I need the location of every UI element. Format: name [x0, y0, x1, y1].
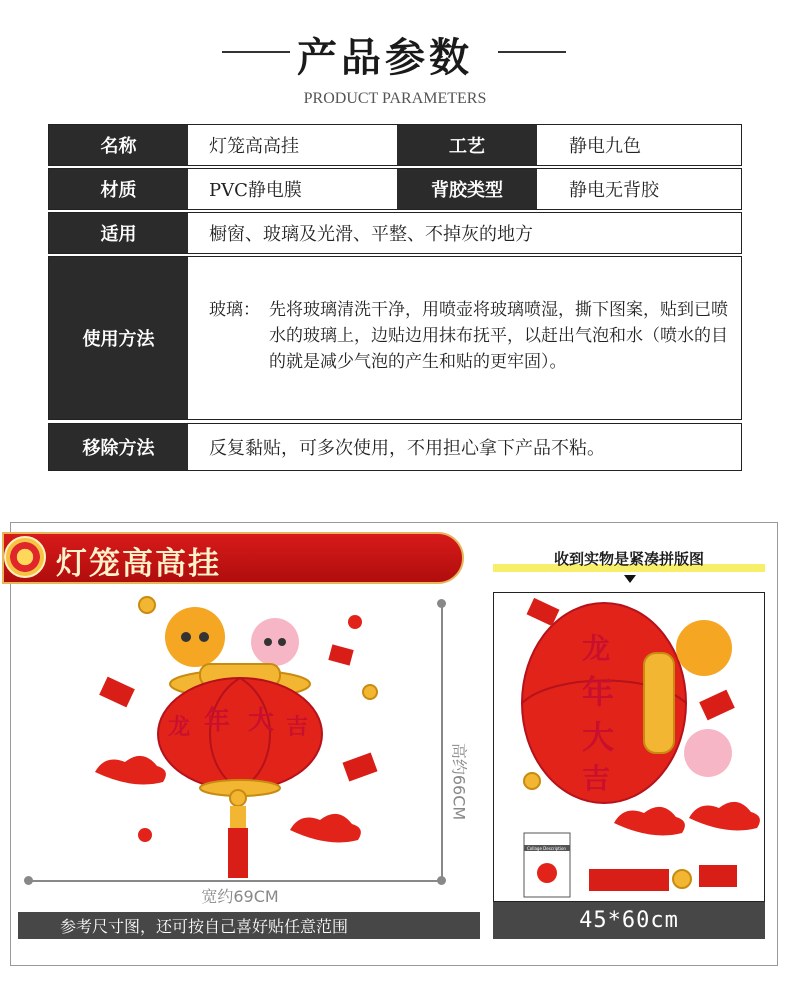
- material-label: 材质: [49, 169, 188, 209]
- arrow-down-icon: [624, 575, 636, 583]
- param-row-apply: [48, 212, 742, 254]
- compact-sheet-illustration: [494, 593, 764, 901]
- method-label: 使用方法: [49, 257, 188, 419]
- method-key: 玻璃：: [209, 300, 260, 320]
- removal-value: 反复黏贴，可多次使用，不用担心拿下产品不粘。: [209, 438, 605, 459]
- backing-label: 背胶类型: [397, 169, 537, 209]
- param-row-name: [48, 124, 742, 166]
- compact-char-1: 龙: [582, 632, 611, 665]
- compact-char-4: 吉: [582, 762, 611, 795]
- lantern-char-3: 大: [248, 706, 275, 736]
- compact-char-3: 大: [582, 718, 615, 756]
- param-row-method: [48, 256, 742, 420]
- product-title: 灯笼高高挂: [56, 546, 221, 582]
- craft-label: 工艺: [397, 125, 537, 165]
- lantern-char-4: 吉: [286, 715, 309, 740]
- lantern-illustration: [80, 592, 420, 882]
- height-dim-dot-top: [437, 599, 446, 608]
- backing-value: 静电无背胶: [569, 180, 659, 201]
- apply-value: 橱窗、玻璃及光滑、平整、不掉灰的地方: [209, 224, 533, 245]
- collage-description: Collage Description: [527, 846, 566, 851]
- height-dimension-line: [441, 603, 443, 881]
- method-text: 先将玻璃清洗干净，用喷壶将玻璃喷湿，撕下图案，贴到已喷水的玻璃上，边贴边用抹布抚平，以赶出气泡和水（喷水的目的就是减少气泡的产生和贴的更牢固）。: [269, 300, 728, 372]
- height-label: 高约66CM: [449, 742, 469, 821]
- page-title: 产品参数: [297, 35, 473, 81]
- name-label: 名称: [49, 125, 188, 165]
- param-row-material: [48, 168, 742, 210]
- method-description: [209, 297, 735, 375]
- width-label: 宽约69CM: [201, 887, 279, 906]
- name-value: 灯笼高高挂: [209, 136, 299, 157]
- header-rule-right: [498, 51, 566, 53]
- compact-char-2: 年: [582, 673, 615, 711]
- removal-label: 移除方法: [49, 424, 188, 470]
- size-label: 45*60cm: [493, 902, 765, 939]
- width-dim-dot-left: [24, 876, 33, 885]
- reference-note: 参考尺寸图，还可按自己喜好贴任意范围: [18, 912, 480, 939]
- flower-medal-icon: [4, 536, 46, 578]
- material-value: PVC静电膜: [209, 180, 302, 201]
- craft-value: 静电九色: [569, 136, 641, 157]
- compact-label: 收到实物是紧凑拼版图: [553, 550, 704, 568]
- page-subtitle: PRODUCT PARAMETERS: [303, 90, 487, 107]
- param-row-removal: [48, 423, 742, 471]
- width-dimension-line: [28, 880, 442, 882]
- apply-label: 适用: [49, 213, 188, 253]
- lantern-char-2: 年: [204, 706, 231, 736]
- lantern-char-1: 龙: [168, 715, 191, 740]
